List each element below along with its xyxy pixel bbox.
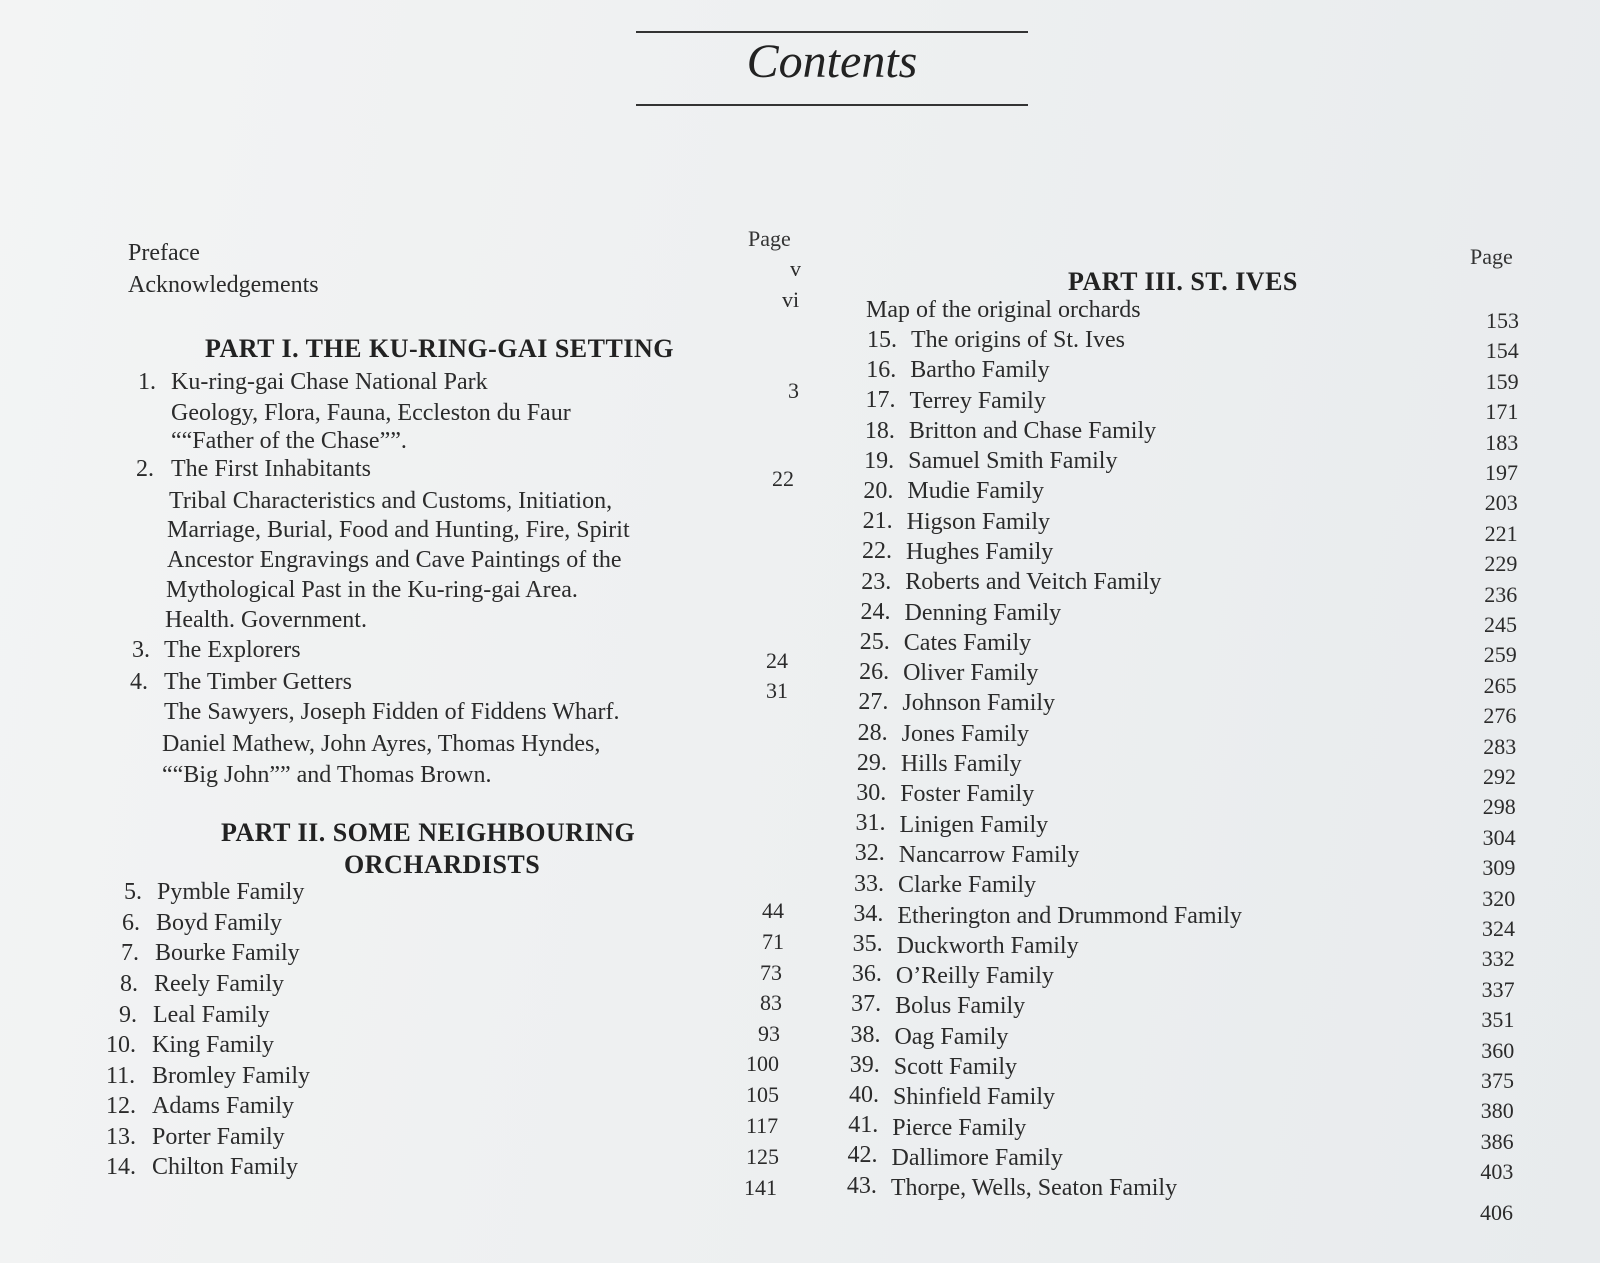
entry-title: King Family [152, 1032, 275, 1058]
entry-title: The origins of St. Ives [911, 327, 1125, 353]
entry-number: 19. [864, 447, 895, 474]
page-number: 332 [1481, 946, 1515, 972]
page-number: 229 [1484, 551, 1518, 577]
page-number: 221 [1484, 520, 1518, 546]
entry-title: The First Inhabitants [171, 456, 371, 482]
entry-title: Leal Family [153, 1002, 270, 1028]
entry-number: 17. [865, 387, 896, 414]
entry-number: 32. [854, 840, 885, 867]
entry-number: 39. [849, 1051, 880, 1078]
page-number: 171 [1485, 399, 1519, 425]
page-number: 73 [760, 960, 782, 985]
page-number: 265 [1483, 672, 1517, 698]
entry-number: 13. [106, 1124, 136, 1150]
entry-subtitle: ““Big John”” and Thomas Brown. [162, 762, 492, 788]
page-number: 403 [1480, 1159, 1514, 1185]
entry-title: Nancarrow Family [898, 841, 1080, 868]
page-number: 3 [788, 378, 799, 403]
entry-number: 23. [861, 568, 892, 595]
part2-heading: PART II. SOME NEIGHBOURING [221, 818, 636, 847]
entry-number: 28. [857, 719, 888, 746]
entry-subtitle: Daniel Mathew, John Ayres, Thomas Hyndes, [162, 731, 601, 757]
entry-title: Porter Family [152, 1124, 285, 1150]
entry-subtitle: Marriage, Burial, Food and Hunting, Fire, Spirit [167, 517, 630, 543]
entry-number: 4. [130, 669, 148, 695]
page-number: 153 [1486, 308, 1519, 333]
entry-title: Bartho Family [910, 357, 1050, 384]
page-number: 375 [1481, 1068, 1514, 1093]
entry-title: Hughes Family [905, 539, 1054, 566]
entry-subtitle: Mythological Past in the Ku-ring-gai Area. [166, 577, 578, 603]
page-number: v [790, 256, 801, 281]
entry-number: 21. [862, 508, 893, 535]
part2-heading: ORCHARDISTS [344, 850, 541, 879]
entry-number: 34. [853, 900, 884, 927]
page-number: 154 [1485, 338, 1519, 364]
entry-number: 30. [856, 780, 887, 806]
entry-number: 18. [864, 417, 895, 444]
entry-title: O’Reilly Family [895, 963, 1054, 990]
entry-number: 2. [136, 456, 154, 482]
entry-title: Oag Family [894, 1023, 1009, 1050]
entry-title: Adams Family [152, 1093, 294, 1119]
page-number: 125 [746, 1144, 779, 1169]
page-number: 320 [1482, 885, 1516, 911]
part3-heading: PART III. ST. IVES [1068, 267, 1298, 296]
page-number: 236 [1484, 581, 1518, 607]
entry-number: 22. [861, 538, 892, 565]
entry-number: 37. [851, 991, 882, 1018]
entry-title: Reely Family [154, 971, 284, 997]
front-matter-preface: Preface [128, 240, 200, 266]
entry-number: 40. [849, 1082, 879, 1108]
entry-title: Scott Family [893, 1053, 1018, 1080]
page-number: 380 [1480, 1098, 1514, 1124]
entry-number: 31. [855, 810, 886, 837]
page-number: 71 [762, 929, 784, 954]
entry-title: Pymble Family [157, 879, 305, 905]
entry-number: 16. [866, 357, 897, 384]
page-number: 183 [1485, 429, 1519, 455]
entry-title: Mudie Family [907, 478, 1045, 505]
entry-subtitle: Health. Government. [165, 607, 367, 633]
page-number: 276 [1483, 703, 1517, 729]
entry-title: The Explorers [164, 637, 301, 663]
page-number: 386 [1480, 1128, 1514, 1154]
page-number: 44 [762, 898, 784, 923]
entry-title: Hills Family [900, 751, 1022, 778]
entry-subtitle: ““Father of the Chase””. [171, 428, 407, 454]
page-number: 351 [1481, 1007, 1515, 1033]
entry-title: Oliver Family [903, 660, 1039, 687]
entry-title: Johnson Family [902, 690, 1056, 717]
page-number: 304 [1482, 824, 1516, 850]
entry-number: 10. [106, 1032, 136, 1058]
entry-number: 42. [847, 1142, 878, 1169]
page-number: 159 [1485, 368, 1519, 394]
entry-title: Bolus Family [895, 993, 1026, 1020]
entry-title: Boyd Family [156, 910, 283, 936]
page-title: Contents [746, 35, 918, 88]
page-number: 324 [1482, 916, 1515, 941]
entry-number: 7. [121, 940, 139, 966]
entry-title: Clarke Family [898, 872, 1037, 899]
page-number: 283 [1483, 733, 1517, 759]
entry-title: Foster Family [900, 781, 1035, 808]
entry-title: Bourke Family [155, 940, 300, 966]
page-number: 24 [766, 648, 788, 673]
entry-title: Shinfield Family [893, 1084, 1055, 1111]
page-number: 203 [1484, 490, 1518, 516]
entry-number: 11. [106, 1063, 136, 1089]
page-number: 309 [1482, 855, 1516, 881]
page-number: 105 [746, 1082, 779, 1107]
entry-title: Denning Family [904, 599, 1062, 626]
entry-title: The Timber Getters [164, 669, 352, 695]
front-matter-acknowledgements: Acknowledgements [128, 272, 319, 298]
entry-subtitle: The Sawyers, Joseph Fidden of Fiddens Wharf. [164, 699, 620, 725]
entry-title: Pierce Family [892, 1114, 1027, 1141]
entry-title: Thorpe, Wells, Seaton Family [890, 1175, 1178, 1202]
page-number: 31 [766, 678, 788, 703]
map-entry: Map of the original orchards [866, 297, 1141, 323]
entry-number: 14. [106, 1154, 136, 1180]
entry-number: 12. [106, 1093, 136, 1119]
page-number: 245 [1484, 612, 1517, 637]
entry-number: 29. [856, 749, 887, 776]
entry-subtitle: Ancestor Engravings and Cave Paintings of the [167, 547, 622, 573]
page-number: 100 [746, 1051, 779, 1076]
entry-title: Britton and Chase Family [908, 417, 1157, 444]
entry-number: 26. [859, 659, 890, 686]
page-number: 93 [758, 1021, 780, 1046]
page-number: vi [782, 287, 800, 312]
entry-number: 27. [858, 689, 889, 716]
entry-number: 33. [854, 870, 885, 897]
page-number: 83 [760, 990, 782, 1015]
title-rule-bottom [636, 104, 1028, 106]
entry-number: 1. [138, 369, 156, 395]
entry-number: 24. [860, 598, 891, 625]
entry-title: Samuel Smith Family [908, 448, 1118, 475]
entry-number: 36. [851, 961, 882, 988]
page-number: 197 [1485, 460, 1518, 485]
entry-number: 35. [852, 931, 883, 957]
entry-number: 20. [863, 478, 894, 504]
entry-number: 5. [124, 879, 142, 905]
entry-number: 6. [122, 910, 140, 936]
entry-number: 3. [132, 637, 150, 663]
entry-number: 15. [867, 327, 897, 353]
entry-title: Cates Family [903, 629, 1032, 656]
entry-number: 43. [846, 1172, 877, 1199]
part1-heading: PART I. THE KU-RING-GAI SETTING [205, 334, 674, 363]
page-column-header-left: Page [748, 226, 791, 251]
entry-title: Etherington and Drummond Family [897, 902, 1242, 929]
entry-number: 38. [850, 1021, 881, 1048]
entry-number: 9. [119, 1002, 137, 1028]
entry-title: Terrey Family [909, 387, 1046, 414]
entry-title: Bromley Family [152, 1063, 310, 1089]
page-number: 337 [1481, 976, 1515, 1002]
page-number: 360 [1481, 1037, 1515, 1063]
entry-title: Jones Family [901, 720, 1029, 747]
entry-title: Chilton Family [152, 1154, 299, 1180]
page-number: 406 [1480, 1200, 1513, 1225]
page-number: 141 [744, 1175, 777, 1200]
entry-subtitle: Tribal Characteristics and Customs, Initiation, [169, 488, 613, 514]
page-number: 22 [772, 466, 794, 491]
page-number: 259 [1483, 642, 1517, 668]
page-number: 117 [746, 1113, 779, 1138]
entry-title: Higson Family [906, 508, 1051, 535]
page-number: 298 [1482, 794, 1516, 820]
entry-title: Duckworth Family [896, 932, 1079, 959]
entry-title: Dallimore Family [891, 1144, 1063, 1171]
entry-number: 8. [120, 971, 138, 997]
entry-title: Roberts and Veitch Family [905, 569, 1162, 596]
entry-number: 41. [848, 1112, 879, 1139]
title-rule-top [636, 31, 1028, 33]
page-column-header-right: Page [1470, 244, 1513, 269]
entry-title: Linigen Family [899, 811, 1049, 838]
entry-title: Ku-ring-gai Chase National Park [171, 369, 488, 395]
entry-number: 25. [859, 629, 890, 655]
entry-subtitle: Geology, Flora, Fauna, Eccleston du Faur [171, 400, 571, 426]
page-number: 292 [1483, 764, 1516, 789]
